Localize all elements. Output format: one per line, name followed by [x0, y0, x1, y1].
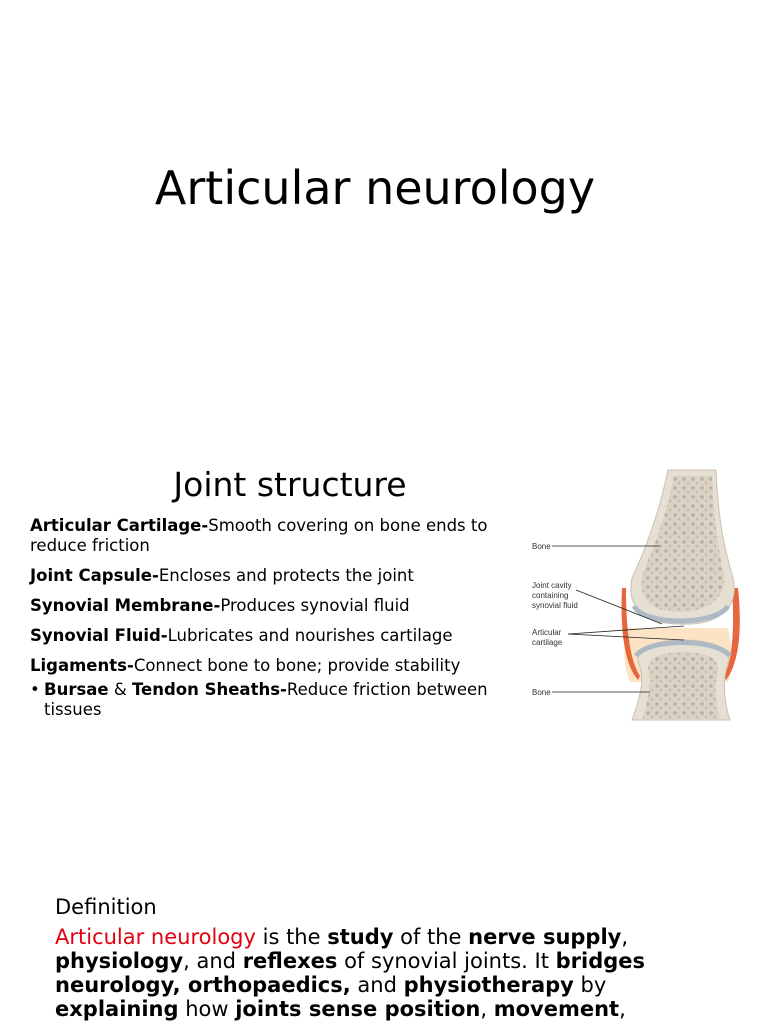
- text-run: ,: [480, 997, 494, 1021]
- definition-label: Definition: [55, 895, 157, 919]
- item-desc: Reduce friction between tissues: [44, 680, 488, 719]
- bold-run: bridges neurology, orthopaedics,: [55, 949, 646, 997]
- item-desc: Produces synovial fluid: [220, 596, 410, 615]
- bold-run: reflexes: [242, 949, 338, 973]
- label-joint-cavity: Joint cavity: [532, 581, 572, 590]
- item-desc: Lubricates and nourishes cartilage: [167, 626, 453, 645]
- item-desc: Smooth covering on bone ends to reduce friction: [30, 516, 488, 555]
- title-slide: [0, 0, 768, 420]
- structure-list: [30, 516, 530, 730]
- text-run: ,: [621, 925, 629, 949]
- list-item: [30, 626, 530, 646]
- text-run: of synovial joints. It: [337, 949, 556, 973]
- label-joint-cavity: containing: [532, 591, 569, 600]
- list-item: [30, 656, 530, 676]
- bold-run: joints sense position: [235, 997, 481, 1021]
- label-articular-cartilage: cartilage: [532, 638, 563, 647]
- item-term: Synovial Membrane-: [30, 596, 221, 615]
- bullet-marker: •: [30, 680, 40, 699]
- label-joint-cavity: synovial fluid: [532, 601, 578, 610]
- label-articular-cartilage: Articular: [532, 628, 562, 637]
- item-term: Joint Capsule-: [30, 566, 159, 585]
- item-term: Bursae: [44, 680, 109, 699]
- item-term: Ligaments-: [30, 656, 134, 675]
- bullet-item: [30, 680, 530, 720]
- text-run: and: [350, 973, 404, 997]
- label-bone-top: Bone: [532, 542, 551, 551]
- text-run: , and: [183, 949, 243, 973]
- list-item: [30, 596, 530, 616]
- text-run: ,: [619, 997, 626, 1021]
- list-item: [30, 566, 530, 586]
- definition-text: [55, 925, 705, 1021]
- bold-run: physiotherapy: [403, 973, 574, 997]
- item-amp: &: [108, 680, 132, 699]
- bold-run: nerve supply: [468, 925, 622, 949]
- text-run: by: [573, 973, 607, 997]
- text-run: how: [178, 997, 236, 1021]
- item-term: Articular Cartilage-: [30, 516, 209, 535]
- section-heading: Joint structure: [173, 465, 407, 504]
- list-item: [30, 516, 530, 556]
- definition-slide: [0, 880, 768, 1024]
- bold-run: explaining: [55, 997, 179, 1021]
- slide-title: Articular neurology: [154, 161, 596, 215]
- term-highlight: Articular neurology: [55, 925, 256, 949]
- bold-run: physiology: [55, 949, 184, 973]
- label-bone-bottom: Bone: [532, 688, 551, 697]
- joint-illustration: [622, 470, 740, 720]
- text-run: is the: [255, 925, 328, 949]
- item-term: Tendon Sheaths-: [131, 680, 287, 699]
- synovial-joint-diagram: [528, 458, 750, 728]
- item-term: Synovial Fluid-: [30, 626, 168, 645]
- text-run: of the: [393, 925, 469, 949]
- item-desc: Connect bone to bone; provide stability: [133, 656, 461, 675]
- item-desc: Encloses and protects the joint: [158, 566, 414, 585]
- bold-run: study: [327, 925, 394, 949]
- bold-run: movement: [493, 997, 620, 1021]
- joint-structure-slide: [0, 450, 768, 770]
